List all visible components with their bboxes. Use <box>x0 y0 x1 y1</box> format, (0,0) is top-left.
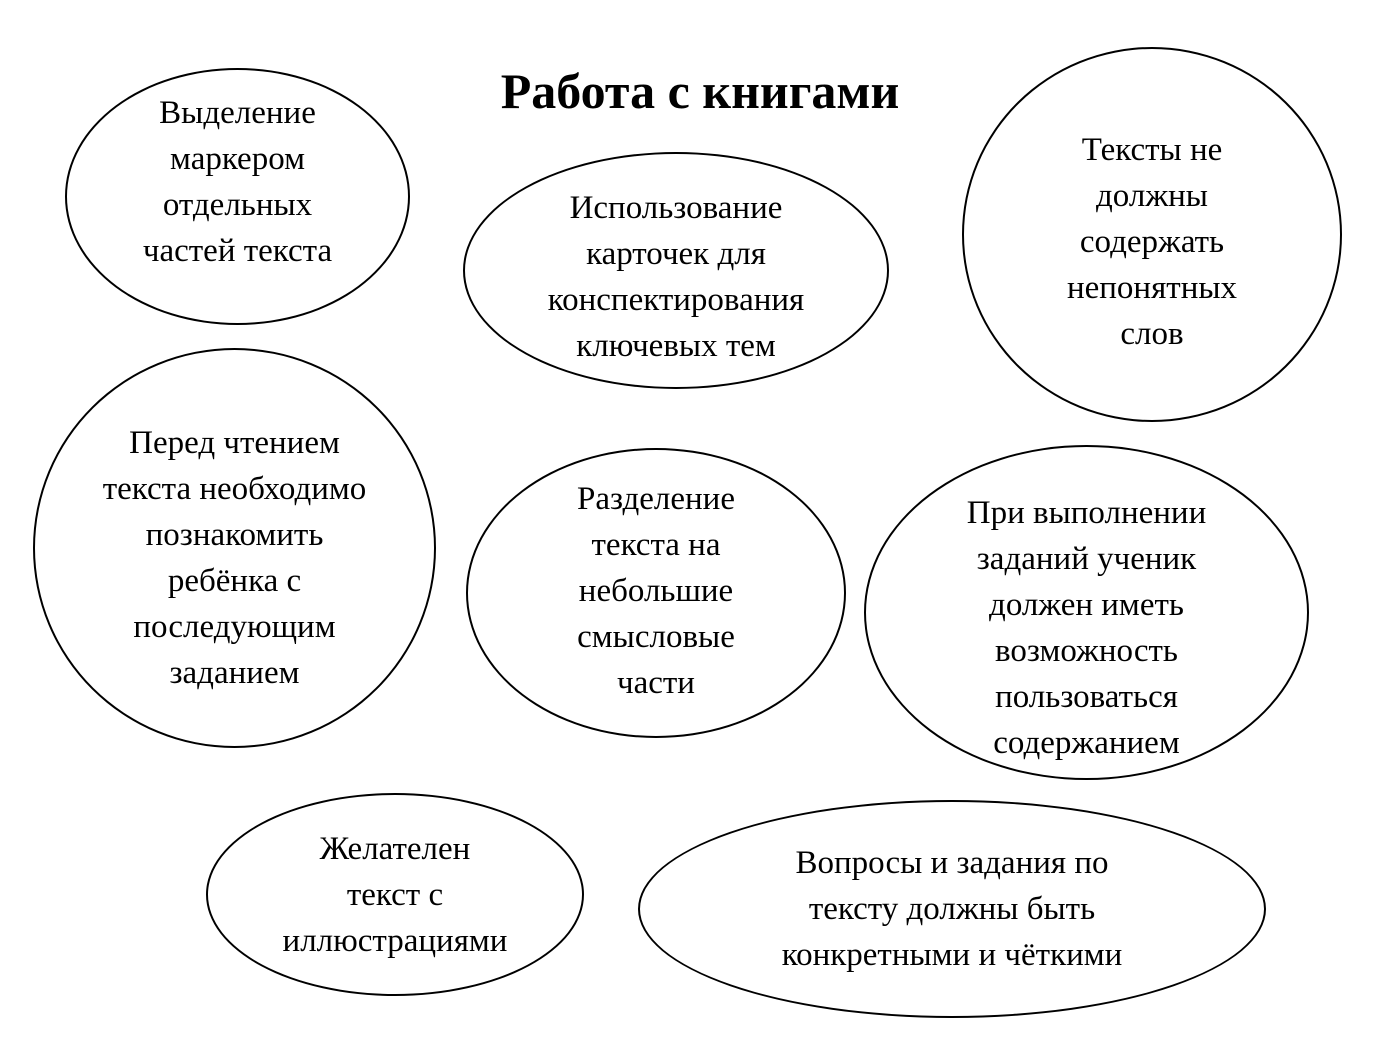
bubble-introduce-task <box>33 348 436 748</box>
bubble-cards-for-notes <box>463 152 889 389</box>
bubble-text: Выделение маркером отдельных частей текста <box>142 94 333 269</box>
bubble-text: Перед чтением текста необходимо познакомить ребёнка с последующим заданием <box>102 425 367 691</box>
bubble-text: Разделение текста на небольшие смысловые части <box>577 480 735 701</box>
bubble-illustrated-text <box>206 793 584 996</box>
bubble-text: Тексты не должны содержать непонятных слов <box>1066 132 1238 352</box>
bubble-text: Желателен текст с иллюстрациями <box>282 830 508 959</box>
bubble-clear-questions <box>638 800 1266 1018</box>
diagram-title: Работа с книгами <box>500 63 900 119</box>
bubble-split-text <box>466 448 846 738</box>
bubble-text: При выполнении заданий ученик должен иметь возможность пользоваться содержанием <box>966 494 1207 761</box>
bubble-text: Использование карточек для конспектирования ключевых тем <box>547 189 805 364</box>
bubble-text: Вопросы и задания по тексту должны быть конкретными и чёткими <box>781 845 1123 973</box>
bubble-marker-highlighting <box>65 68 410 325</box>
bubble-no-unknown-words <box>962 47 1342 422</box>
bubble-use-contents <box>864 445 1309 780</box>
